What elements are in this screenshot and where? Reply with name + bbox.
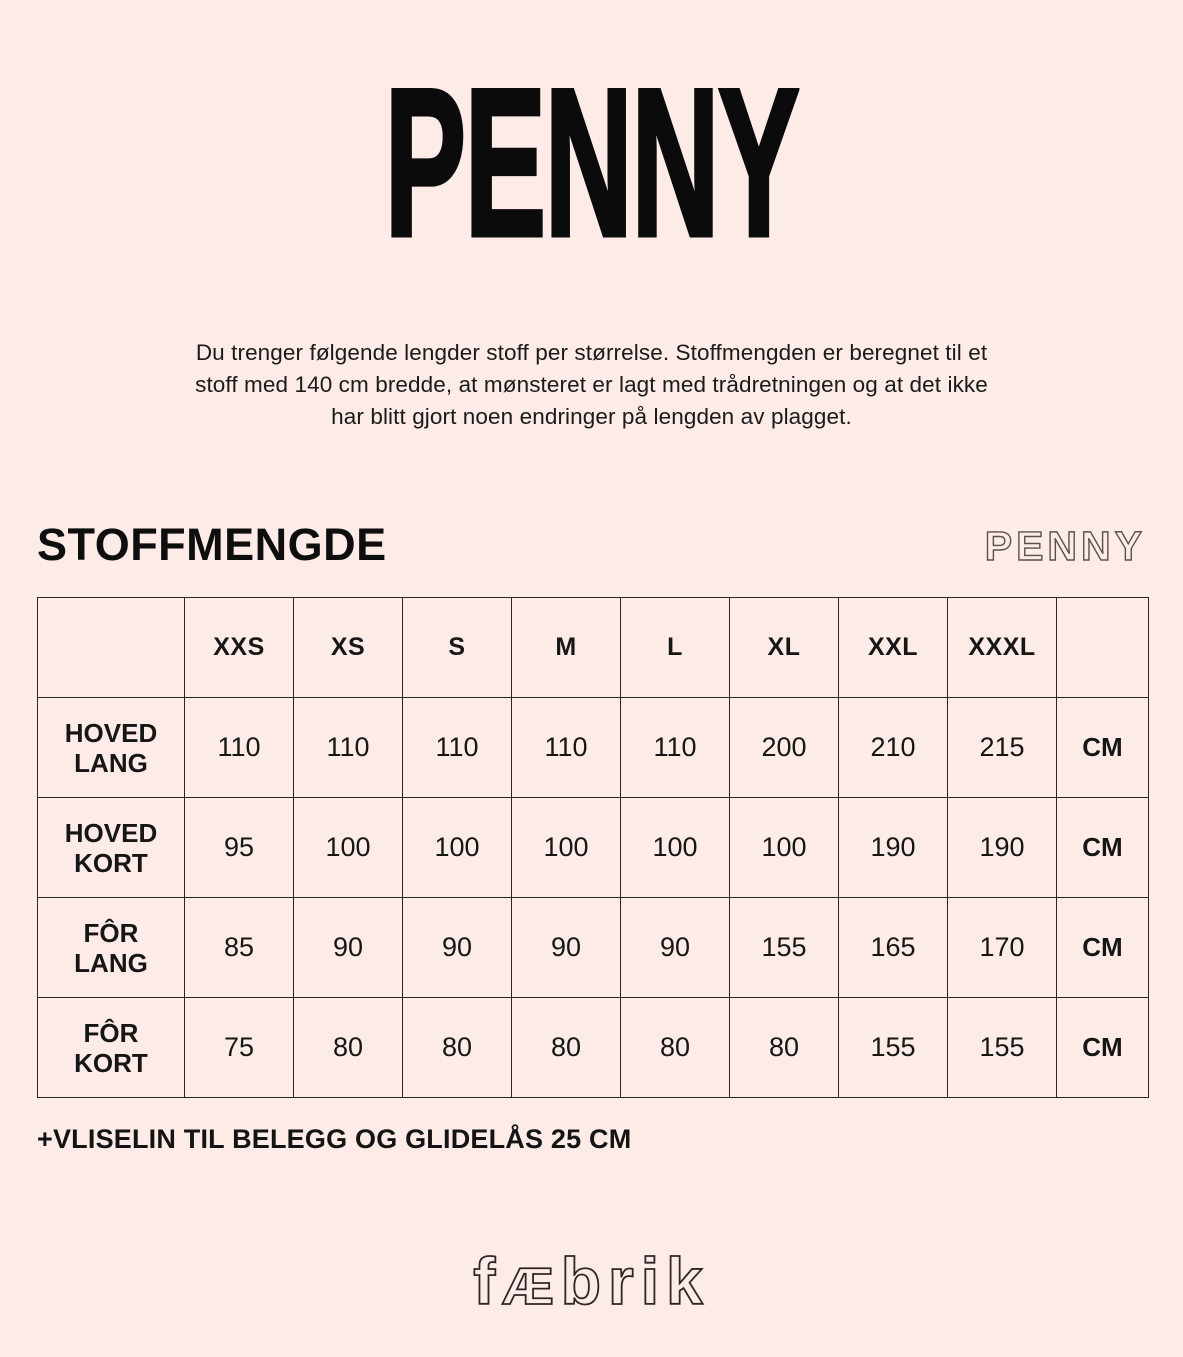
- fabric-value: 155: [730, 898, 839, 998]
- fabric-value: 110: [512, 698, 621, 798]
- row-label: HOVED LANG: [38, 698, 185, 798]
- corner-cell: [38, 598, 185, 698]
- fabric-value: 95: [185, 798, 294, 898]
- size-header-xs: XS: [294, 598, 403, 698]
- unit-cell: CM: [1057, 998, 1149, 1098]
- size-header-xxs: XXS: [185, 598, 294, 698]
- intro-line: stoff med 140 cm bredde, at mønsteret er lagt med trådretningen og at det ikke: [195, 372, 988, 397]
- row-label: FÔR KORT: [38, 998, 185, 1098]
- fabric-value: 100: [621, 798, 730, 898]
- fabric-value: 100: [730, 798, 839, 898]
- unit-cell: CM: [1057, 698, 1149, 798]
- section-header: [37, 519, 1146, 571]
- fabric-value: 100: [294, 798, 403, 898]
- fabric-value: 110: [294, 698, 403, 798]
- fabric-value: 90: [512, 898, 621, 998]
- fabric-value: 90: [294, 898, 403, 998]
- fabric-value: 215: [948, 698, 1057, 798]
- table-row: [38, 898, 1149, 998]
- size-header-xxl: XXL: [839, 598, 948, 698]
- unit-header-cell: [1057, 598, 1149, 698]
- table-row: [38, 998, 1149, 1098]
- table-header-row: [38, 598, 1149, 698]
- page-title: PENNY: [384, 45, 799, 280]
- fabric-value: 75: [185, 998, 294, 1098]
- unit-cell: CM: [1057, 798, 1149, 898]
- size-header-l: L: [621, 598, 730, 698]
- row-label: HOVED KORT: [38, 798, 185, 898]
- section-watermark: PENNY: [984, 523, 1146, 569]
- fabric-value: 80: [730, 998, 839, 1098]
- size-header-xxxl: XXXL: [948, 598, 1057, 698]
- unit-cell: CM: [1057, 898, 1149, 998]
- size-header-m: M: [512, 598, 621, 698]
- fabric-value: 155: [948, 998, 1057, 1098]
- logo-ae-glyph: Æ: [502, 1257, 561, 1315]
- fabric-value: 85: [185, 898, 294, 998]
- table-row: [38, 798, 1149, 898]
- fabric-amount-table: [37, 597, 1149, 1098]
- fabric-value: 165: [839, 898, 948, 998]
- faebrik-logo: [0, 1244, 1183, 1318]
- fabric-value: 80: [294, 998, 403, 1098]
- fabric-value: 80: [621, 998, 730, 1098]
- fabric-value: 110: [403, 698, 512, 798]
- size-header-xl: XL: [730, 598, 839, 698]
- fabric-value: 190: [948, 798, 1057, 898]
- fabric-value: 190: [839, 798, 948, 898]
- table-row: [38, 698, 1149, 798]
- fabric-value: 155: [839, 998, 948, 1098]
- fabric-value: 80: [512, 998, 621, 1098]
- fabric-value: 210: [839, 698, 948, 798]
- fabric-value: 200: [730, 698, 839, 798]
- section-title: STOFFMENGDE: [37, 519, 387, 570]
- size-header-s: S: [403, 598, 512, 698]
- row-label: FÔR LANG: [38, 898, 185, 998]
- fabric-value: 100: [403, 798, 512, 898]
- fabric-value: 90: [621, 898, 730, 998]
- fabric-value: 110: [185, 698, 294, 798]
- fabric-value: 170: [948, 898, 1057, 998]
- fabric-value: 110: [621, 698, 730, 798]
- intro-line: har blitt gjort noen endringer på lengden av plagget.: [331, 404, 852, 429]
- fabric-value: 90: [403, 898, 512, 998]
- fabric-value: 80: [403, 998, 512, 1098]
- interfacing-note: +VLISELIN TIL BELEGG OG GLIDELÅS 25 CM: [37, 1124, 632, 1154]
- intro-line: Du trenger følgende lengder stoff per størrelse. Stoffmengden er beregnet til et: [195, 340, 988, 365]
- logo-part: brik: [560, 1244, 710, 1318]
- intro-paragraph: [0, 337, 1183, 433]
- logo-part: f: [473, 1244, 503, 1318]
- fabric-value: 100: [512, 798, 621, 898]
